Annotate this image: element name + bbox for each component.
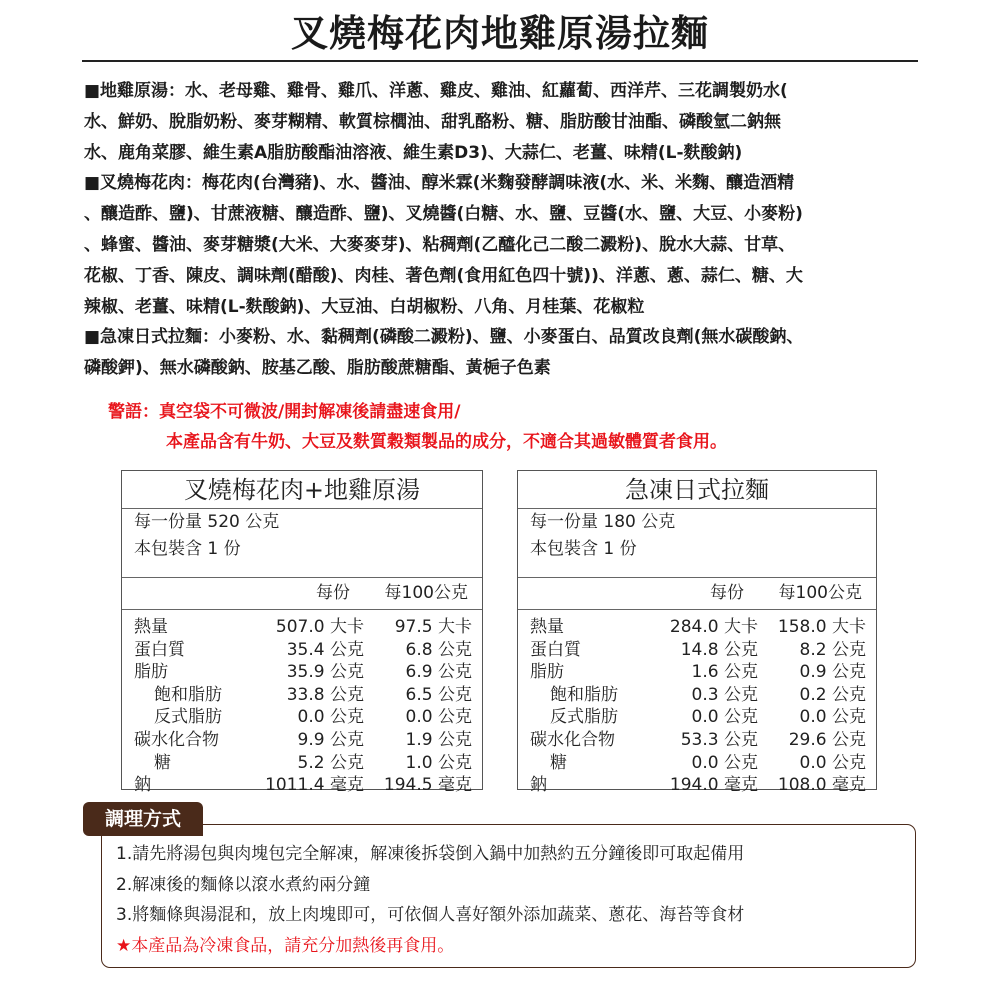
table-row (122, 616, 482, 639)
table-row (122, 639, 482, 662)
product-title: 叉燒梅花肉地雞原湯拉麵 (291, 12, 709, 55)
table-row (122, 684, 482, 707)
nutrient-name: 飽和脂肪 (550, 684, 618, 705)
nutrient-name: 鈉 (530, 775, 547, 796)
per-100g-value: 29.6 公克 (788, 729, 866, 750)
per-serving-value: 0.0 公克 (691, 707, 758, 728)
nutrient-name: 脂肪 (134, 662, 168, 683)
per-serving-value: 9.9 公克 (297, 729, 364, 750)
cooking-step: 1.請先將湯包與肉塊包完全解凍，解凍後拆袋倒入鍋中加熱約五分鐘後即可取起備用 (116, 844, 745, 864)
nutrient-name: 熱量 (530, 617, 564, 637)
per-100g-value: 6.5 公克 (405, 684, 472, 705)
nutrition-panel-ramen (517, 470, 877, 796)
panel-title: 叉燒梅花肉+地雞原湯 (122, 471, 482, 509)
per-100g-value: 0.0 公克 (799, 752, 866, 773)
per-100g-value: 108.0 毫克 (777, 775, 866, 796)
nutrient-name: 脂肪 (530, 662, 564, 683)
per-100g-value: 6.9 公克 (405, 662, 472, 683)
table-row (518, 774, 876, 797)
servings-per-pack: 本包裝含 1 份 (134, 539, 241, 559)
serving-size: 每一份量 180 公克 (530, 512, 676, 532)
per-serving-value: 5.2 公克 (297, 752, 364, 773)
panel-title: 急凍日式拉麵 (518, 471, 876, 509)
per-serving-value: 0.0 公克 (297, 707, 364, 728)
frozen-food-note: ★本產品為冷凍食品，請充分加熱後再食用。 (116, 935, 455, 956)
ingredients-line: 花椒、丁香、陳皮、調味劑(醋酸)、肉桂、著色劑(食用紅色四十號))、洋蔥、蔥、蒜仁、糖、大 (84, 265, 803, 286)
table-row (518, 639, 876, 662)
per-serving-value: 1.6 公克 (691, 662, 758, 683)
col-per-100g: 每100公克 (384, 583, 468, 603)
nutrient-name: 蛋白質 (530, 639, 581, 660)
ingredients-line: 磷酸鉀)、無水磷酸鈉、胺基乙酸、脂肪酸蔗糖酯、黃梔子色素 (84, 358, 551, 379)
nutrient-name: 反式脂肪 (154, 707, 222, 728)
col-per-serving: 每份 (316, 583, 350, 603)
ingredients-line: ■地雞原湯：水、老母雞、雞骨、雞爪、洋蔥、雞皮、雞油、紅蘿蔔、西洋芹、三花調製奶水( (84, 81, 788, 101)
nutrient-name: 碳水化合物 (134, 729, 219, 750)
table-row (122, 729, 482, 752)
table-row (518, 729, 876, 752)
per-serving-value: 0.0 公克 (691, 752, 758, 773)
per-serving-value: 284.0 大卡 (669, 617, 758, 637)
warning-notice (108, 397, 908, 457)
cooking-steps (116, 839, 744, 961)
nutrient-name: 糖 (550, 752, 567, 773)
table-row (122, 752, 482, 775)
ingredients-line: 水、鹿角菜膠、維生素A脂肪酸酯油溶液、維生素D3)、大蒜仁、老薑、味精(L-麩酸鈉) (84, 142, 743, 163)
per-serving-value: 35.9 公克 (286, 662, 364, 683)
per-serving-value: 53.3 公克 (680, 729, 758, 750)
per-100g-value: 158.0 大卡 (777, 617, 866, 637)
nutrient-name: 鈉 (134, 775, 151, 796)
nutrition-panel-soup-pork (121, 470, 483, 796)
per-serving-value: 1011.4 毫克 (265, 775, 364, 796)
servings-per-pack: 本包裝含 1 份 (530, 539, 637, 559)
table-row (122, 706, 482, 729)
table-row (518, 752, 876, 775)
nutrition-rows (122, 616, 482, 797)
allergen-line: 本產品含有牛奶、大豆及麩質穀類製品的成分，不適合其過敏體質者食用。 (166, 432, 727, 452)
ingredients-line: 、釀造酢、鹽)、甘蔗液糖、釀造酢、鹽)、叉燒醬(白糖、水、鹽、豆醬(水、鹽、大豆、小麥粉) (84, 204, 803, 225)
cooking-method-label: 調理方式 (83, 802, 203, 836)
per-100g-value: 0.2 公克 (799, 684, 866, 705)
warning-line: 警語：真空袋不可微波/開封解凍後請盡速食用/ (108, 402, 461, 422)
per-100g-value: 1.0 公克 (405, 752, 472, 773)
cooking-step: 3.將麵條與湯混和，放上肉塊即可，可依個人喜好額外添加蔬菜、蔥花、海苔等食材 (116, 905, 745, 925)
nutrient-name: 熱量 (134, 617, 168, 637)
per-100g-value: 194.5 毫克 (383, 775, 472, 796)
ingredients-line: 辣椒、老薑、味精(L-麩酸鈉)、大豆油、白胡椒粉、八角、月桂葉、花椒粒 (84, 296, 645, 317)
ingredients-line: 、蜂蜜、醬油、麥芽糖漿(大米、大麥麥芽)、粘稠劑(乙醯化己二酸二澱粉)、脫水大蒜、甘草、 (84, 234, 796, 255)
ingredients-list (84, 76, 924, 384)
per-serving-value: 14.8 公克 (680, 639, 758, 660)
per-100g-value: 0.0 公克 (405, 707, 472, 728)
nutrient-name: 反式脂肪 (550, 707, 618, 728)
per-100g-value: 1.9 公克 (405, 729, 472, 750)
per-100g-value: 6.8 公克 (405, 639, 472, 660)
per-serving-value: 0.3 公克 (691, 684, 758, 705)
per-100g-value: 0.9 公克 (799, 662, 866, 683)
nutrient-name: 碳水化合物 (530, 729, 615, 750)
column-headers (122, 577, 482, 610)
per-100g-value: 97.5 大卡 (394, 617, 472, 637)
title-divider (82, 60, 918, 62)
per-serving-value: 194.0 毫克 (669, 775, 758, 796)
table-row (122, 774, 482, 797)
table-row (518, 706, 876, 729)
per-100g-value: 8.2 公克 (799, 639, 866, 660)
serving-size: 每一份量 520 公克 (134, 512, 280, 532)
table-row (122, 661, 482, 684)
col-per-100g: 每100公克 (778, 583, 862, 603)
table-row (518, 661, 876, 684)
ingredients-line: ■急凍日式拉麵：小麥粉、水、黏稠劑(磷酸二澱粉)、鹽、小麥蛋白、品質改良劑(無水碳酸鈉、 (84, 327, 804, 348)
table-row (518, 684, 876, 707)
col-per-serving: 每份 (710, 583, 744, 603)
column-headers (518, 577, 876, 610)
nutrition-rows (518, 616, 876, 797)
per-100g-value: 0.0 公克 (799, 707, 866, 728)
table-row (518, 616, 876, 639)
ingredients-line: ■叉燒梅花肉：梅花肉(台灣豬)、水、醬油、醇米霖(米麴發酵調味液(水、米、米麴、釀造酒精 (84, 173, 795, 194)
nutrient-name: 飽和脂肪 (154, 684, 222, 705)
per-serving-value: 35.4 公克 (286, 639, 364, 660)
cooking-method-box (101, 824, 916, 968)
per-serving-value: 507.0 大卡 (275, 617, 364, 637)
per-serving-value: 33.8 公克 (286, 684, 364, 705)
ingredients-line: 水、鮮奶、脫脂奶粉、麥芽糊精、軟質棕櫚油、甜乳酪粉、糖、脂肪酸甘油酯、磷酸氫二鈉無 (84, 111, 781, 132)
nutrient-name: 蛋白質 (134, 639, 185, 660)
cooking-step: 2.解凍後的麵條以滾水煮約兩分鐘 (116, 874, 371, 895)
nutrient-name: 糖 (154, 752, 171, 773)
